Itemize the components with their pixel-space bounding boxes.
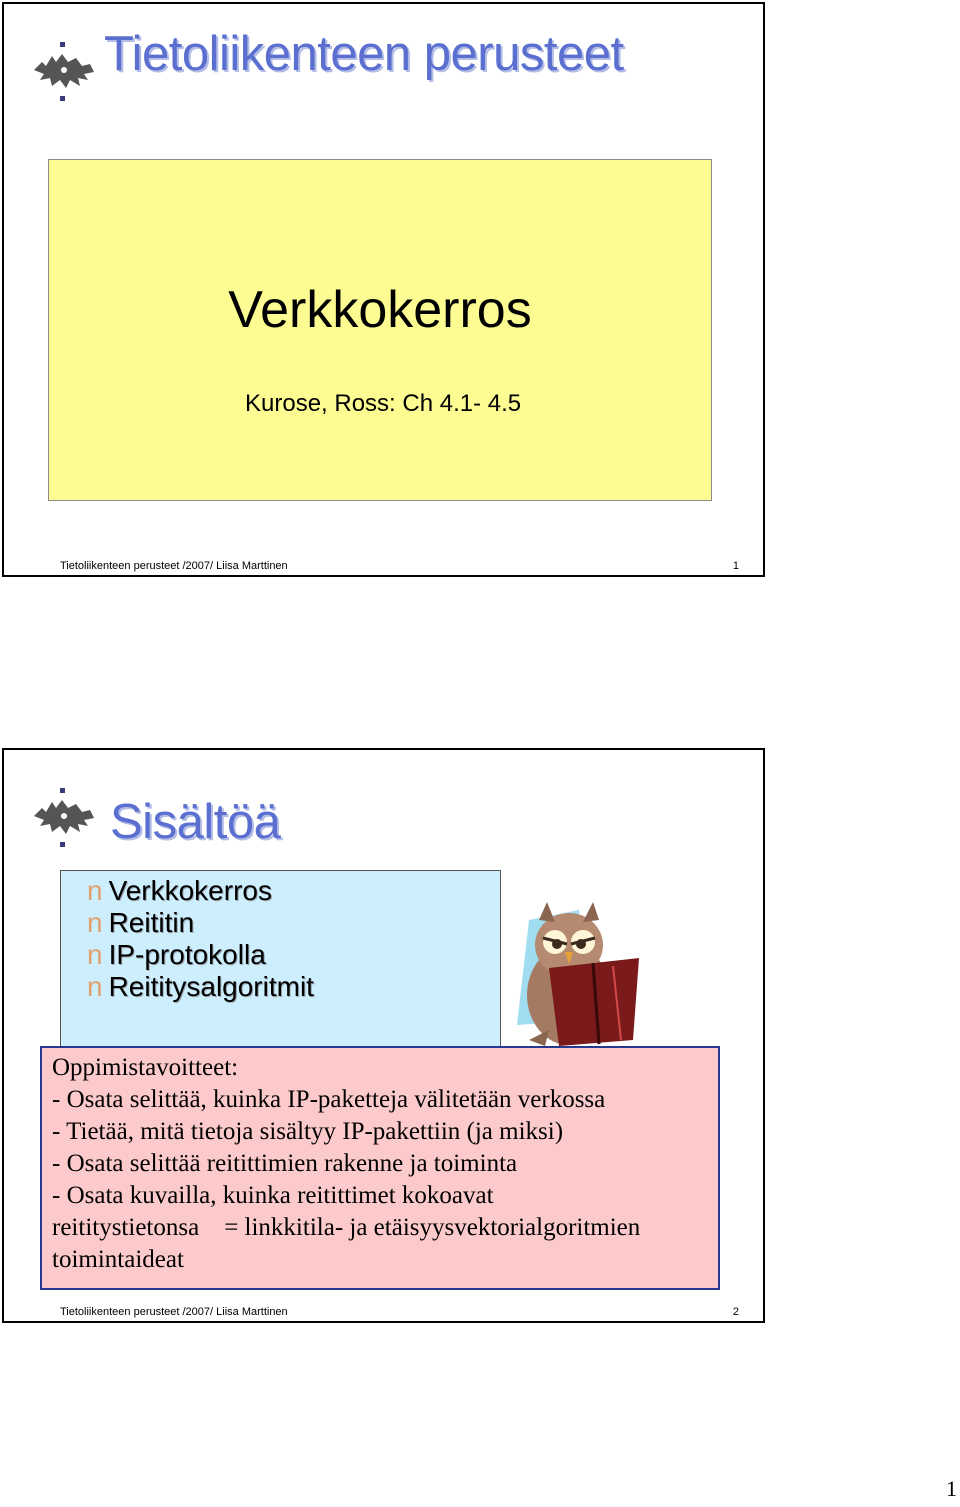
- topic-item: n Reititin: [87, 907, 195, 938]
- slide-title: Tietoliikenteen perusteet: [104, 27, 624, 81]
- bullet-icon: n: [87, 971, 103, 1002]
- slide-2: [2, 748, 765, 1323]
- goal-line: Oppimistavoitteet:: [52, 1054, 239, 1081]
- goal-line: toimintaideat: [52, 1246, 184, 1273]
- owl-reading-book-icon: [509, 900, 643, 1050]
- slide-title: Sisältöä: [110, 795, 281, 849]
- topic-item: n Reititysalgoritmit: [87, 971, 314, 1002]
- slide-page-number: 2: [732, 1306, 739, 1318]
- title-box: [48, 159, 712, 501]
- subheading: Kurose, Ross: Ch 4.1- 4.5: [245, 390, 522, 417]
- goal-line: reititystietonsa = linkkitila- ja etäisyysvektorialgoritmien: [52, 1214, 641, 1241]
- main-heading: Verkkokerros: [228, 281, 532, 339]
- slide-page-number: 1: [732, 560, 739, 572]
- goal-line: - Osata selittää, kuinka IP-paketteja välitetään verkossa: [52, 1086, 606, 1113]
- document-page-number: 1: [946, 1476, 957, 1501]
- bullet-icon: n: [87, 907, 103, 938]
- slide-footer: Tietoliikenteen perusteet /2007/ Liisa Marttinen: [60, 1306, 288, 1318]
- topic-item: n IP-protokolla: [87, 939, 266, 970]
- slide-1: [2, 2, 765, 577]
- bullet-icon: n: [87, 939, 103, 970]
- topic-item: n Verkkokerros: [87, 875, 272, 906]
- helsinki-university-logo-icon: [32, 40, 98, 106]
- goal-line: - Osata kuvailla, kuinka reitittimet kokoavat: [52, 1182, 494, 1209]
- learning-goals-box: [40, 1046, 720, 1290]
- bullet-icon: n: [87, 875, 103, 906]
- goal-line: - Tietää, mitä tietoja sisältyy IP-pakettiin (ja miksi): [52, 1118, 564, 1145]
- goal-line: - Osata selittää reitittimien rakenne ja toiminta: [52, 1150, 518, 1177]
- helsinki-university-logo-icon: [32, 786, 98, 852]
- slide-footer: Tietoliikenteen perusteet /2007/ Liisa Marttinen: [60, 560, 288, 572]
- topics-box: [60, 870, 501, 1050]
